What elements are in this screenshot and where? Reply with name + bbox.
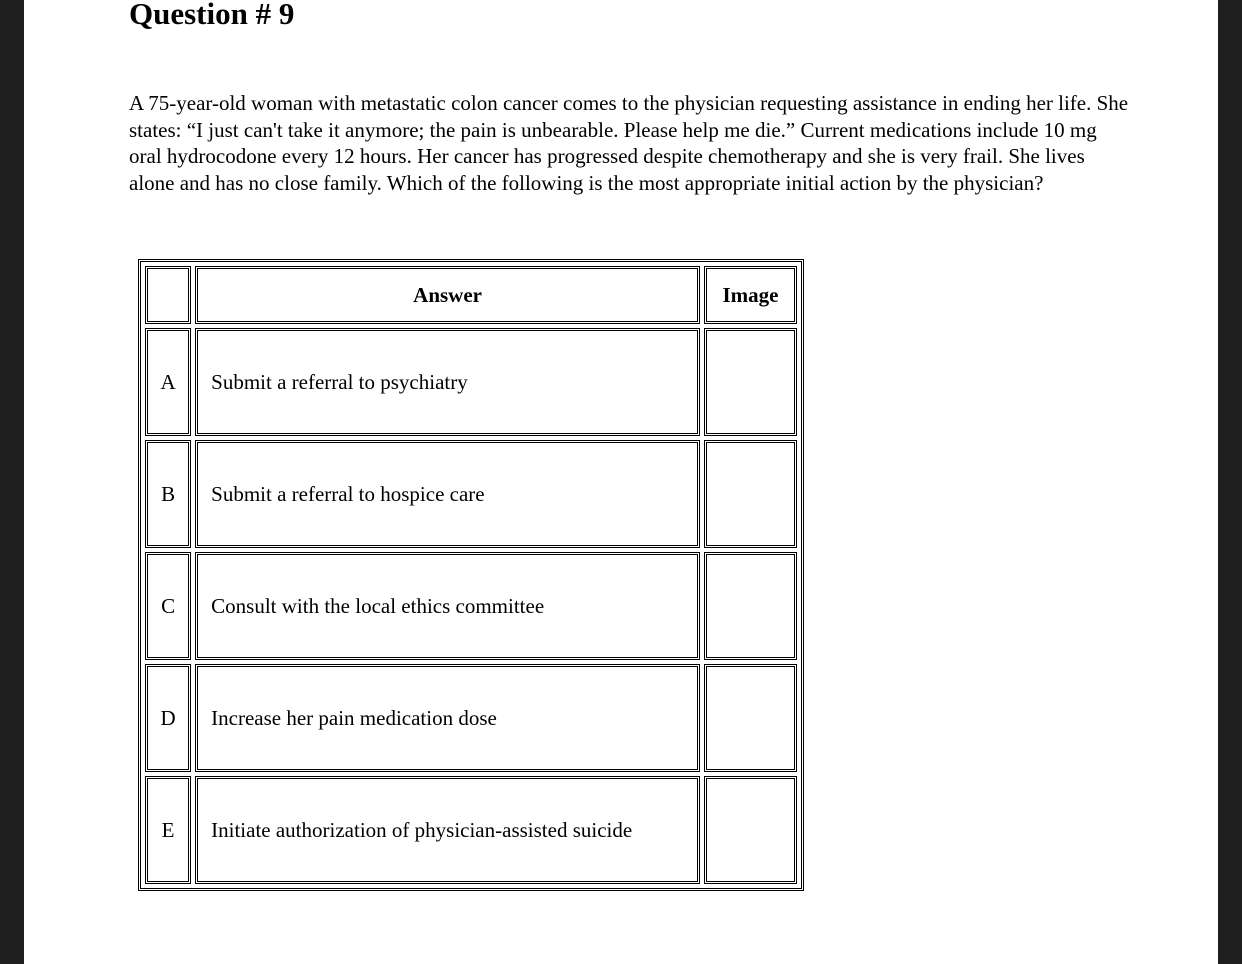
- header-image: Image: [704, 266, 797, 324]
- answer-letter: E: [145, 776, 191, 884]
- question-title: Question # 9: [129, 0, 295, 31]
- answer-row-e[interactable]: [145, 776, 797, 884]
- answer-letter: B: [145, 440, 191, 548]
- question-stem: A 75-year-old woman with metastatic colon cancer comes to the physician requesting assistance in ending her life. She states: “I just can't take it anymore; the pain is unbearable. Please help me die.” Current medications include 10 mg oral hydrocodone every 12 hours. Her cancer has progressed despite chemotherapy and she is very frail. She lives alone and has no close family. Which of the following is the most appropriate initial action by the physician?: [129, 91, 1129, 195]
- answer-letter: D: [145, 664, 191, 772]
- header-letter: [145, 266, 191, 324]
- answer-letter: A: [145, 328, 191, 436]
- answer-table: [140, 261, 802, 889]
- table-header-row: [145, 266, 797, 324]
- answer-text: Submit a referral to psychiatry: [195, 328, 700, 436]
- answer-image-cell: [704, 440, 797, 548]
- answer-text: Initiate authorization of physician-assisted suicide: [195, 776, 700, 884]
- answer-image-cell: [704, 776, 797, 884]
- answer-row-d[interactable]: [145, 664, 797, 772]
- answer-image-cell: [704, 552, 797, 660]
- answer-text: Submit a referral to hospice care: [195, 440, 700, 548]
- answer-letter: C: [145, 552, 191, 660]
- answer-text: Consult with the local ethics committee: [195, 552, 700, 660]
- document-page: [24, 0, 1218, 964]
- header-answer: Answer: [195, 266, 700, 324]
- answer-row-a[interactable]: [145, 328, 797, 436]
- answer-image-cell: [704, 664, 797, 772]
- answer-row-c[interactable]: [145, 552, 797, 660]
- answer-row-b[interactable]: [145, 440, 797, 548]
- answer-image-cell: [704, 328, 797, 436]
- answer-text: Increase her pain medication dose: [195, 664, 700, 772]
